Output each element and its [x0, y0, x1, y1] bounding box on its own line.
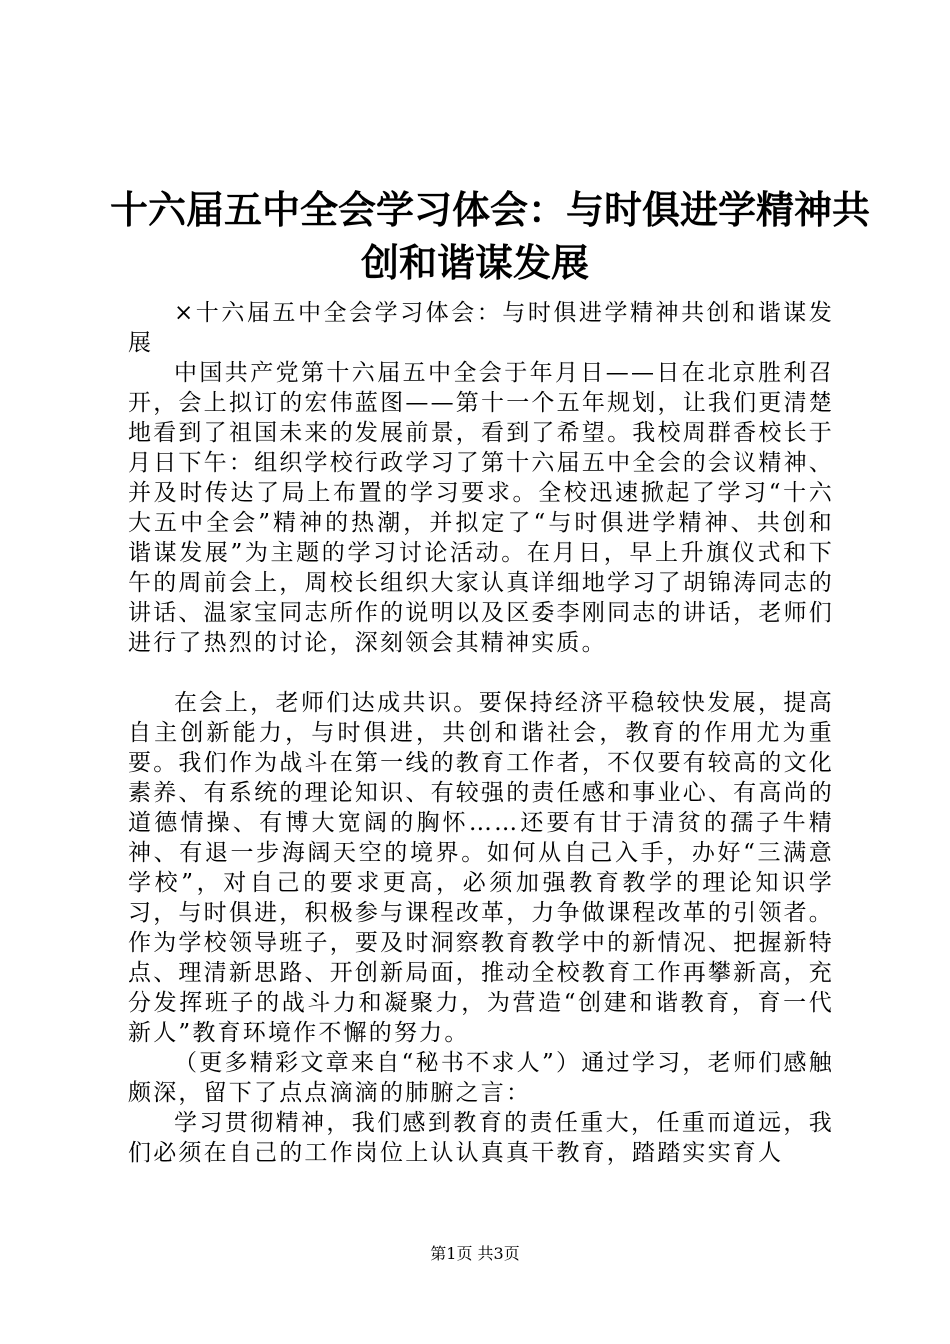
paragraph: 学习贯彻精神，我们感到教育的责任重大，任重而道远，我们必须在自己的工作岗位上认认真真干教育，踏踏实实育人	[128, 1110, 834, 1166]
document-title-line2: 创和谐谋发展	[360, 240, 589, 285]
document-title-line1: 十六届五中全会学习体会：与时俱进学精神共	[110, 187, 871, 232]
document-body	[128, 298, 834, 1168]
paragraph: 中国共产党第十六届五中全会于年月日——日在北京胜利召开，会上拟订的宏伟蓝图——第十一个五年规划，让我们更清楚地看到了祖国未来的发展前景，看到了希望。我校周群香校长于月日下午：组织学校行政学习了第十六届五中全会的会议精神、并及时传达了局上布置的学习要求。全校迅速掀起了学习“十六大五中全会”精神的热潮，并拟定了“与时俱进学精神、共创和谐谋发展”为主题的学习讨论活动。在月日，早上升旗仪式和下午的周前会上，周校长组织大家认真详细地学习了胡锦涛同志的讲话、温家宝同志所作的说明以及区委李刚同志的讲话，老师们进行了热烈的讨论，深刻领会其精神实质。	[128, 360, 834, 656]
page-footer: 第1页 共3页	[430, 1244, 520, 1263]
paragraph-subtitle: ×十六届五中全会学习体会：与时俱进学精神共创和谐谋发展	[128, 300, 834, 356]
paragraph: 在会上，老师们达成共识。要保持经济平稳较快发展，提高自主创新能力，与时俱进，共创和谐社会，教育的作用尤为重要。我们作为战斗在第一线的教育工作者，不仅要有较高的文化素养、有系统的理论知识、有较强的责任感和事业心、有高尚的道德情操、有博大宽阔的胸怀……还要有甘于清贫的孺子牛精神、有退一步海阔天空的境界。如何从自己入手，办好“三满意学校”，对自己的要求更高，必须加强教育教学的理论知识学习，与时俱进，积极参与课程改革，力争做课程改革的引领者。作为学校领导班子，要及时洞察教育教学中的新情况、把握新特点、理清新思路、开创新局面，推动全校教育工作再攀新高，充分发挥班子的战斗力和凝聚力，为营造“创建和谐教育，育一代新人”教育环境作不懈的努力。	[128, 690, 834, 1046]
paragraph: （更多精彩文章来自“秘书不求人”）通过学习，老师们感触颇深，留下了点点滴滴的肺腑之言：	[128, 1050, 834, 1106]
